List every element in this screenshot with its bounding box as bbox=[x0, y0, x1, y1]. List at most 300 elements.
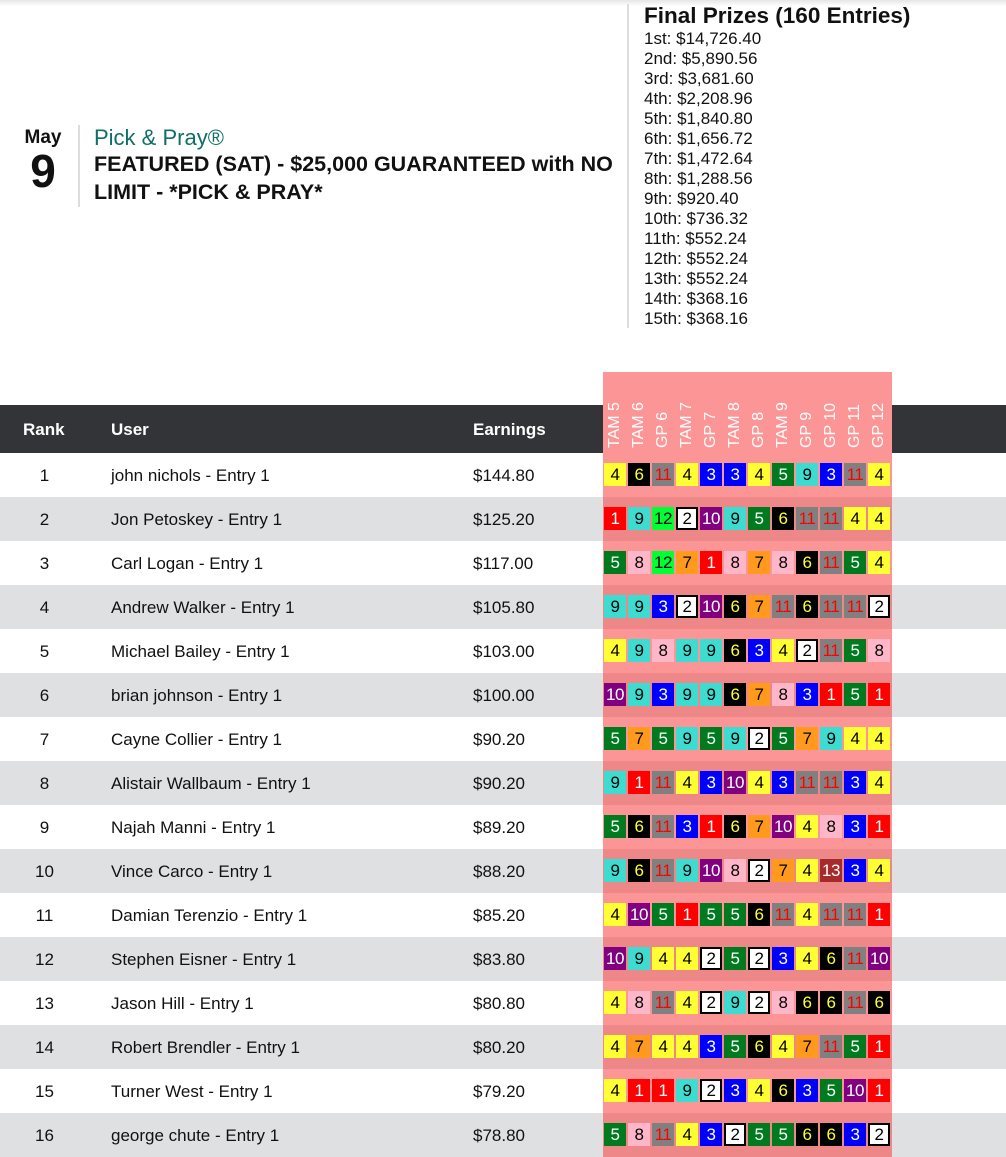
pick-saddle-cloth: 11 bbox=[796, 771, 818, 794]
pick-saddle-cloth: 4 bbox=[772, 1035, 794, 1058]
earnings-cell: $78.80 bbox=[473, 1126, 525, 1145]
user-name[interactable]: george chute - Entry 1 bbox=[111, 1126, 280, 1145]
pick-saddle-cloth: 10 bbox=[724, 771, 746, 794]
pick-saddle-cloth: 12 bbox=[652, 551, 674, 574]
pick-saddle-cloth: 9 bbox=[628, 683, 650, 706]
pick-saddle-cloth: 8 bbox=[724, 859, 746, 882]
pick-saddle-cloth: 3 bbox=[820, 463, 842, 486]
pick-saddle-cloth: 3 bbox=[700, 1035, 722, 1058]
pick-saddle-cloth: 3 bbox=[844, 815, 866, 838]
pick-saddle-cloth: 6 bbox=[772, 1079, 794, 1102]
pick-saddle-cloth: 4 bbox=[868, 859, 890, 882]
user-name[interactable]: Alistair Wallbaum - Entry 1 bbox=[111, 774, 311, 793]
user-name[interactable]: Stephen Eisner - Entry 1 bbox=[111, 950, 297, 969]
rank-cell: 2 bbox=[39, 510, 50, 529]
rank-cell: 1 bbox=[39, 466, 50, 485]
pick-saddle-cloth: 8 bbox=[652, 639, 674, 662]
pick-saddle-cloth: 4 bbox=[868, 727, 890, 750]
pick-saddle-cloth: 7 bbox=[772, 859, 794, 882]
pick-saddle-cloth: 9 bbox=[676, 859, 698, 882]
pick-saddle-cloth: 1 bbox=[868, 683, 890, 706]
earnings-cell: $89.20 bbox=[473, 818, 525, 837]
earnings-cell: $144.80 bbox=[473, 466, 535, 485]
pick-saddle-cloth: 11 bbox=[820, 1035, 842, 1058]
pick-saddle-cloth: 11 bbox=[796, 507, 818, 530]
prize-item: 2nd: $5,890.56 bbox=[644, 49, 758, 68]
pick-saddle-cloth: 9 bbox=[700, 683, 722, 706]
race-header bbox=[700, 372, 724, 452]
user-name[interactable]: Cayne Collier - Entry 1 bbox=[111, 730, 283, 749]
pick-saddle-cloth: 5 bbox=[724, 1035, 746, 1058]
pick-saddle-cloth: 11 bbox=[844, 991, 866, 1014]
prize-item: 8th: $1,288.56 bbox=[644, 169, 753, 188]
prize-list bbox=[644, 29, 910, 329]
prize-item: 6th: $1,656.72 bbox=[644, 129, 753, 148]
pick-saddle-cloth: 6 bbox=[724, 683, 746, 706]
prize-item: 4th: $2,208.96 bbox=[644, 89, 753, 108]
race-header-label: TAM 8 bbox=[726, 402, 743, 448]
pick-saddle-cloth: 4 bbox=[844, 727, 866, 750]
pick-saddle-cloth: 2 bbox=[868, 1123, 890, 1146]
pick-saddle-cloth: 7 bbox=[748, 551, 770, 574]
pick-saddle-cloth: 4 bbox=[604, 463, 626, 486]
pick-saddle-cloth: 9 bbox=[724, 727, 746, 750]
pick-saddle-cloth: 5 bbox=[652, 903, 674, 926]
pick-saddle-cloth: 9 bbox=[676, 683, 698, 706]
pick-saddle-cloth: 6 bbox=[724, 815, 746, 838]
user-name[interactable]: Turner West - Entry 1 bbox=[111, 1082, 273, 1101]
user-name[interactable]: Carl Logan - Entry 1 bbox=[111, 554, 264, 573]
pick-saddle-cloth: 4 bbox=[652, 947, 674, 970]
pick-saddle-cloth: 4 bbox=[676, 947, 698, 970]
pick-saddle-cloth: 1 bbox=[628, 1079, 650, 1102]
pick-saddle-cloth: 2 bbox=[748, 947, 770, 970]
prize-item: 14th: $368.16 bbox=[644, 289, 748, 308]
pick-saddle-cloth: 6 bbox=[748, 903, 770, 926]
pick-saddle-cloth: 10 bbox=[700, 507, 722, 530]
pick-saddle-cloth: 1 bbox=[652, 1079, 674, 1102]
pick-saddle-cloth: 7 bbox=[796, 727, 818, 750]
pick-saddle-cloth: 6 bbox=[796, 1123, 818, 1146]
rank-cell: 5 bbox=[39, 642, 50, 661]
pick-saddle-cloth: 9 bbox=[628, 947, 650, 970]
pick-saddle-cloth: 3 bbox=[772, 771, 794, 794]
pick-saddle-cloth: 3 bbox=[724, 463, 746, 486]
event-titles bbox=[94, 126, 614, 206]
pick-saddle-cloth: 5 bbox=[820, 1079, 842, 1102]
rank-cell: 3 bbox=[39, 554, 50, 573]
pick-saddle-cloth: 8 bbox=[628, 991, 650, 1014]
pick-saddle-cloth: 11 bbox=[820, 639, 842, 662]
race-header bbox=[796, 372, 820, 452]
race-header bbox=[676, 372, 700, 452]
pick-saddle-cloth: 6 bbox=[628, 463, 650, 486]
earnings-cell: $105.80 bbox=[473, 598, 535, 617]
pick-saddle-cloth: 4 bbox=[676, 1123, 698, 1146]
race-header-label: GP 8 bbox=[750, 411, 767, 448]
prize-item: 15th: $368.16 bbox=[644, 309, 748, 328]
pick-saddle-cloth: 4 bbox=[772, 639, 794, 662]
pick-saddle-cloth: 9 bbox=[628, 595, 650, 618]
pick-saddle-cloth: 3 bbox=[700, 1123, 722, 1146]
pick-saddle-cloth: 1 bbox=[676, 903, 698, 926]
pick-saddle-cloth: 10 bbox=[700, 859, 722, 882]
pick-saddle-cloth: 1 bbox=[604, 507, 626, 530]
race-header-label: GP 10 bbox=[822, 402, 839, 448]
pick-saddle-cloth: 9 bbox=[628, 639, 650, 662]
table-row[interactable] bbox=[0, 453, 1006, 497]
pick-saddle-cloth: 4 bbox=[604, 991, 626, 1014]
pick-saddle-cloth: 5 bbox=[844, 639, 866, 662]
pick-saddle-cloth: 5 bbox=[724, 903, 746, 926]
rank-header[interactable]: Rank bbox=[23, 420, 65, 439]
table-row[interactable] bbox=[0, 849, 1006, 893]
user-name[interactable]: brian johnson - Entry 1 bbox=[111, 686, 283, 705]
pick-saddle-cloth: 9 bbox=[724, 507, 746, 530]
table-row[interactable] bbox=[0, 585, 1006, 629]
event-day: 9 bbox=[30, 145, 56, 197]
pick-saddle-cloth: 3 bbox=[700, 463, 722, 486]
user-name[interactable]: Najah Manni - Entry 1 bbox=[111, 818, 276, 837]
pick-saddle-cloth: 3 bbox=[700, 771, 722, 794]
earnings-cell: $79.20 bbox=[473, 1082, 525, 1101]
pick-saddle-cloth: 4 bbox=[868, 551, 890, 574]
pick-saddle-cloth: 11 bbox=[820, 595, 842, 618]
pick-saddle-cloth: 6 bbox=[820, 991, 842, 1014]
race-header-label: GP 11 bbox=[846, 404, 863, 448]
pick-saddle-cloth: 4 bbox=[604, 1079, 626, 1102]
user-name[interactable]: Jason Hill - Entry 1 bbox=[111, 994, 254, 1013]
table-row[interactable] bbox=[0, 893, 1006, 937]
pick-saddle-cloth: 6 bbox=[820, 947, 842, 970]
pick-saddle-cloth: 10 bbox=[772, 815, 794, 838]
pick-saddle-cloth: 4 bbox=[604, 639, 626, 662]
pick-saddle-cloth: 11 bbox=[772, 595, 794, 618]
pick-saddle-cloth: 4 bbox=[748, 463, 770, 486]
race-header bbox=[652, 372, 676, 452]
pick-saddle-cloth: 8 bbox=[628, 1123, 650, 1146]
pick-saddle-cloth: 1 bbox=[868, 903, 890, 926]
pick-saddle-cloth: 3 bbox=[796, 1079, 818, 1102]
pick-saddle-cloth: 5 bbox=[604, 551, 626, 574]
pick-saddle-cloth: 9 bbox=[796, 463, 818, 486]
pick-saddle-cloth: 9 bbox=[676, 639, 698, 662]
pick-saddle-cloth: 4 bbox=[796, 815, 818, 838]
prize-item: 3rd: $3,681.60 bbox=[644, 69, 754, 88]
pick-saddle-cloth: 5 bbox=[772, 727, 794, 750]
user-name[interactable]: Michael Bailey - Entry 1 bbox=[111, 642, 290, 661]
pick-saddle-cloth: 5 bbox=[700, 903, 722, 926]
table-row[interactable] bbox=[0, 629, 1006, 673]
pick-saddle-cloth: 5 bbox=[604, 815, 626, 838]
rank-cell: 15 bbox=[35, 1082, 54, 1101]
pick-saddle-cloth: 3 bbox=[844, 859, 866, 882]
prize-item: 11th: $552.24 bbox=[644, 229, 747, 248]
user-name[interactable]: Robert Brendler - Entry 1 bbox=[111, 1038, 300, 1057]
pick-saddle-cloth: 7 bbox=[628, 727, 650, 750]
table-row[interactable] bbox=[0, 1113, 1006, 1157]
earnings-cell: $80.20 bbox=[473, 1038, 525, 1057]
pick-saddle-cloth: 1 bbox=[868, 1035, 890, 1058]
pick-saddle-cloth: 2 bbox=[748, 727, 770, 750]
pick-saddle-cloth: 7 bbox=[748, 595, 770, 618]
user-name[interactable]: john nichols - Entry 1 bbox=[111, 466, 270, 485]
rank-cell: 14 bbox=[35, 1038, 54, 1057]
pick-saddle-cloth: 4 bbox=[748, 771, 770, 794]
pick-saddle-cloth: 2 bbox=[700, 947, 722, 970]
pick-saddle-cloth: 3 bbox=[844, 1123, 866, 1146]
pick-saddle-cloth: 3 bbox=[844, 771, 866, 794]
pick-saddle-cloth: 6 bbox=[628, 859, 650, 882]
pick-saddle-cloth: 6 bbox=[796, 991, 818, 1014]
event-month: May bbox=[24, 127, 62, 148]
pick-saddle-cloth: 2 bbox=[676, 595, 698, 618]
table-row[interactable] bbox=[0, 541, 1006, 585]
pick-saddle-cloth: 1 bbox=[628, 771, 650, 794]
pick-saddle-cloth: 3 bbox=[724, 1079, 746, 1102]
pick-saddle-cloth: 6 bbox=[628, 815, 650, 838]
pick-saddle-cloth: 3 bbox=[652, 683, 674, 706]
table-row[interactable] bbox=[0, 981, 1006, 1025]
pick-saddle-cloth: 2 bbox=[796, 639, 818, 662]
user-header[interactable]: User bbox=[111, 420, 149, 439]
table-row[interactable] bbox=[0, 1069, 1006, 1113]
pick-saddle-cloth: 8 bbox=[772, 683, 794, 706]
pick-saddle-cloth: 5 bbox=[652, 727, 674, 750]
pick-saddle-cloth: 10 bbox=[844, 1079, 866, 1102]
table-row[interactable] bbox=[0, 717, 1006, 761]
pick-saddle-cloth: 10 bbox=[700, 595, 722, 618]
race-header bbox=[628, 372, 652, 452]
pick-saddle-cloth: 7 bbox=[676, 551, 698, 574]
pick-saddle-cloth: 6 bbox=[868, 991, 890, 1014]
rank-cell: 10 bbox=[35, 862, 54, 881]
pick-saddle-cloth: 2 bbox=[748, 991, 770, 1014]
pick-saddle-cloth: 2 bbox=[724, 1123, 746, 1146]
race-header bbox=[844, 372, 868, 452]
race-header-label: GP 9 bbox=[798, 411, 815, 448]
pick-saddle-cloth: 9 bbox=[604, 595, 626, 618]
earnings-cell: $90.20 bbox=[473, 730, 525, 749]
earnings-cell: $85.20 bbox=[473, 906, 525, 925]
prize-item: 5th: $1,840.80 bbox=[644, 109, 753, 128]
table-row[interactable] bbox=[0, 937, 1006, 981]
table-row[interactable] bbox=[0, 761, 1006, 805]
pick-saddle-cloth: 5 bbox=[844, 551, 866, 574]
pick-saddle-cloth: 4 bbox=[844, 507, 866, 530]
pick-saddle-cloth: 9 bbox=[676, 727, 698, 750]
pick-saddle-cloth: 10 bbox=[604, 683, 626, 706]
pick-saddle-cloth: 11 bbox=[820, 771, 842, 794]
rank-cell: 7 bbox=[39, 730, 50, 749]
pick-saddle-cloth: 4 bbox=[604, 1035, 626, 1058]
pick-saddle-cloth: 4 bbox=[868, 771, 890, 794]
pick-saddle-cloth: 4 bbox=[868, 463, 890, 486]
race-header-label: GP 7 bbox=[702, 411, 719, 448]
pick-saddle-cloth: 9 bbox=[820, 727, 842, 750]
event-brand: Pick & Pray® bbox=[94, 125, 224, 150]
pick-saddle-cloth: 5 bbox=[844, 1035, 866, 1058]
earnings-header[interactable]: Earnings bbox=[473, 420, 546, 439]
race-header bbox=[820, 372, 844, 452]
user-name[interactable]: Andrew Walker - Entry 1 bbox=[111, 598, 295, 617]
pick-saddle-cloth: 3 bbox=[796, 683, 818, 706]
race-header-label: TAM 6 bbox=[630, 402, 647, 448]
pick-saddle-cloth: 4 bbox=[676, 771, 698, 794]
pick-saddle-cloth: 6 bbox=[724, 639, 746, 662]
prize-item: 7th: $1,472.64 bbox=[644, 149, 753, 168]
pick-saddle-cloth: 7 bbox=[796, 1035, 818, 1058]
pick-saddle-cloth: 11 bbox=[652, 1123, 674, 1146]
earnings-cell: $80.80 bbox=[473, 994, 525, 1013]
rank-cell: 16 bbox=[35, 1126, 54, 1145]
pick-saddle-cloth: 2 bbox=[676, 507, 698, 530]
pick-saddle-cloth: 11 bbox=[820, 507, 842, 530]
race-header-label: TAM 7 bbox=[678, 402, 695, 448]
prize-item: 10th: $736.32 bbox=[644, 209, 748, 228]
pick-saddle-cloth: 4 bbox=[796, 947, 818, 970]
pick-saddle-cloth: 5 bbox=[772, 1123, 794, 1146]
table-row[interactable] bbox=[0, 1025, 1006, 1069]
pick-saddle-cloth: 11 bbox=[652, 463, 674, 486]
pick-saddle-cloth: 4 bbox=[748, 1079, 770, 1102]
prize-item: 12th: $552.24 bbox=[644, 249, 748, 268]
pick-saddle-cloth: 5 bbox=[700, 727, 722, 750]
pick-saddle-cloth: 3 bbox=[676, 815, 698, 838]
pick-saddle-cloth: 1 bbox=[868, 815, 890, 838]
pick-saddle-cloth: 12 bbox=[652, 507, 674, 530]
pick-saddle-cloth: 10 bbox=[628, 903, 650, 926]
rank-cell: 9 bbox=[39, 818, 50, 837]
pick-saddle-cloth: 9 bbox=[700, 639, 722, 662]
pick-saddle-cloth: 5 bbox=[844, 683, 866, 706]
pick-saddle-cloth: 5 bbox=[748, 1123, 770, 1146]
pick-saddle-cloth: 2 bbox=[700, 1079, 722, 1102]
pick-saddle-cloth: 6 bbox=[796, 595, 818, 618]
pick-saddle-cloth: 11 bbox=[772, 903, 794, 926]
race-header-label: TAM 9 bbox=[774, 402, 791, 448]
pick-saddle-cloth: 8 bbox=[628, 551, 650, 574]
pick-saddle-cloth: 1 bbox=[868, 1079, 890, 1102]
pick-saddle-cloth: 9 bbox=[604, 859, 626, 882]
event-name: FEATURED (SAT) - $25,000 GUARANTEED with NO LIMIT - *PICK & PRAY* bbox=[94, 152, 613, 204]
pick-saddle-cloth: 3 bbox=[772, 947, 794, 970]
earnings-cell: $100.00 bbox=[473, 686, 535, 705]
pick-saddle-cloth: 11 bbox=[820, 903, 842, 926]
pick-saddle-cloth: 6 bbox=[796, 551, 818, 574]
pick-saddle-cloth: 3 bbox=[748, 639, 770, 662]
prize-item: 13th: $552.24 bbox=[644, 269, 748, 288]
pick-saddle-cloth: 9 bbox=[676, 1079, 698, 1102]
pick-saddle-cloth: 2 bbox=[700, 991, 722, 1014]
prize-item: 9th: $920.40 bbox=[644, 189, 739, 208]
prize-item: 1st: $14,726.40 bbox=[644, 29, 762, 48]
prizes-divider bbox=[627, 4, 629, 328]
rank-cell: 11 bbox=[35, 906, 54, 925]
pick-saddle-cloth: 7 bbox=[628, 1035, 650, 1058]
pick-saddle-cloth: 4 bbox=[676, 991, 698, 1014]
rank-cell: 6 bbox=[39, 686, 50, 705]
race-header-label: GP 6 bbox=[654, 411, 671, 448]
pick-saddle-cloth: 9 bbox=[724, 991, 746, 1014]
pick-saddle-cloth: 11 bbox=[844, 595, 866, 618]
pick-saddle-cloth: 1 bbox=[700, 815, 722, 838]
rank-cell: 4 bbox=[39, 598, 50, 617]
pick-saddle-cloth: 6 bbox=[748, 1035, 770, 1058]
prizes-heading: Final Prizes (160 Entries) bbox=[644, 3, 911, 28]
pick-saddle-cloth: 4 bbox=[796, 903, 818, 926]
pick-saddle-cloth: 6 bbox=[820, 1123, 842, 1146]
race-header bbox=[724, 372, 748, 452]
pick-saddle-cloth: 7 bbox=[748, 815, 770, 838]
race-header-label: GP 12 bbox=[870, 402, 887, 448]
pick-saddle-cloth: 1 bbox=[820, 683, 842, 706]
earnings-cell: $88.20 bbox=[473, 862, 525, 881]
pick-saddle-cloth: 1 bbox=[700, 551, 722, 574]
pick-saddle-cloth: 5 bbox=[772, 463, 794, 486]
table-row[interactable] bbox=[0, 805, 1006, 849]
pick-saddle-cloth: 9 bbox=[628, 507, 650, 530]
earnings-cell: $90.20 bbox=[473, 774, 525, 793]
pick-saddle-cloth: 10 bbox=[868, 947, 890, 970]
pick-saddle-cloth: 4 bbox=[652, 1035, 674, 1058]
pick-saddle-cloth: 11 bbox=[844, 947, 866, 970]
pick-saddle-cloth: 13 bbox=[820, 859, 842, 882]
earnings-cell: $83.80 bbox=[473, 950, 525, 969]
earnings-cell: $103.00 bbox=[473, 642, 535, 661]
race-header bbox=[772, 372, 796, 452]
user-name[interactable]: Jon Petoskey - Entry 1 bbox=[111, 510, 283, 529]
pick-saddle-cloth: 11 bbox=[652, 859, 674, 882]
earnings-cell: $125.20 bbox=[473, 510, 535, 529]
pick-saddle-cloth: 7 bbox=[748, 683, 770, 706]
pick-saddle-cloth: 5 bbox=[724, 947, 746, 970]
pick-saddle-cloth: 5 bbox=[604, 727, 626, 750]
pick-saddle-cloth: 8 bbox=[820, 815, 842, 838]
pick-saddle-cloth: 6 bbox=[772, 507, 794, 530]
pick-saddle-cloth: 4 bbox=[868, 507, 890, 530]
pick-saddle-cloth: 4 bbox=[604, 903, 626, 926]
pick-saddle-cloth: 4 bbox=[676, 1035, 698, 1058]
pick-saddle-cloth: 2 bbox=[868, 595, 890, 618]
pick-saddle-cloth: 8 bbox=[772, 551, 794, 574]
race-header bbox=[604, 372, 628, 452]
pick-saddle-cloth: 11 bbox=[652, 771, 674, 794]
user-name[interactable]: Vince Carco - Entry 1 bbox=[111, 862, 273, 881]
date-divider bbox=[78, 125, 80, 207]
pick-saddle-cloth: 11 bbox=[652, 991, 674, 1014]
pick-saddle-cloth: 9 bbox=[604, 771, 626, 794]
event-date bbox=[20, 127, 66, 197]
race-header-label: TAM 5 bbox=[606, 402, 623, 448]
table-row[interactable] bbox=[0, 673, 1006, 717]
final-prizes bbox=[644, 3, 910, 329]
earnings-cell: $117.00 bbox=[473, 554, 534, 573]
pick-saddle-cloth: 10 bbox=[604, 947, 626, 970]
pick-saddle-cloth: 3 bbox=[652, 595, 674, 618]
pick-saddle-cloth: 8 bbox=[724, 551, 746, 574]
table-row[interactable] bbox=[0, 497, 1006, 541]
race-header bbox=[748, 372, 772, 452]
rank-cell: 13 bbox=[35, 994, 54, 1013]
pick-saddle-cloth: 5 bbox=[748, 507, 770, 530]
pick-saddle-cloth: 4 bbox=[796, 859, 818, 882]
pick-saddle-cloth: 11 bbox=[844, 463, 866, 486]
pick-saddle-cloth: 11 bbox=[652, 815, 674, 838]
pick-saddle-cloth: 6 bbox=[724, 595, 746, 618]
user-name[interactable]: Damian Terenzio - Entry 1 bbox=[111, 906, 308, 925]
pick-saddle-cloth: 8 bbox=[868, 639, 890, 662]
